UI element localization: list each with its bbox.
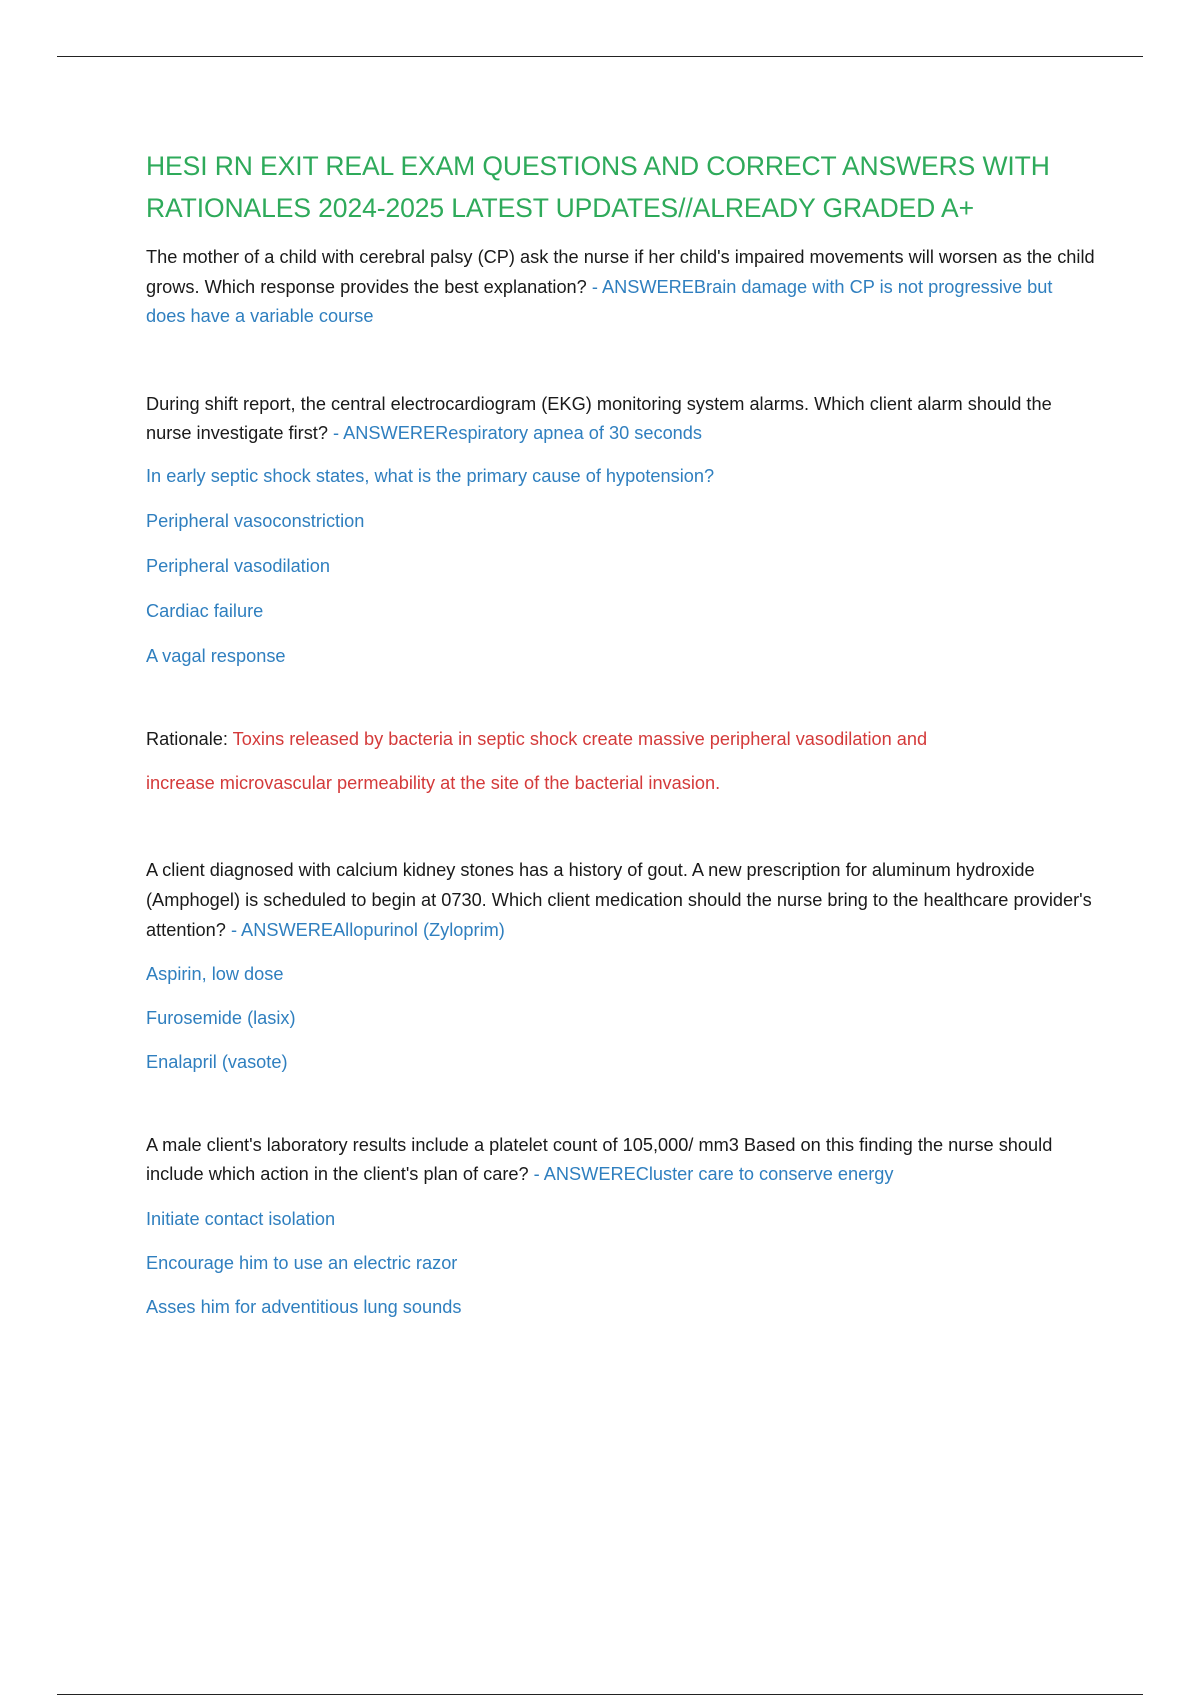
option-item: Asses him for adventitious lung sounds bbox=[146, 1296, 462, 1317]
option-item: Peripheral vasoconstriction bbox=[146, 510, 365, 531]
question-4-text: A client diagnosed with calcium kidney stones has a history of gout. A new prescription for aluminum hydroxide (Amphogel) is scheduled to begin at 0730. Which client medication should the nurse bring to the healthcare provider's attention? bbox=[146, 859, 1092, 940]
question-2-text: During shift report, the central electrocardiogram (EKG) monitoring system alarms. Which client alarm should the nurse investigate first? bbox=[146, 393, 1052, 443]
question-2 bbox=[146, 390, 1096, 449]
question-2-answer: - ANSWERERespiratory apnea of 30 seconds bbox=[333, 423, 703, 443]
question-5 bbox=[146, 1131, 1096, 1190]
question-5-text: A male client's laboratory results include a platelet count of 105,000/ mm3 Based on this finding the nurse should include which action in the client's plan of care? bbox=[146, 1134, 1053, 1184]
rationale-text-line-1: Toxins released by bacteria in septic shock create massive peripheral vasodilation and bbox=[232, 728, 928, 749]
option-item: Furosemide (lasix) bbox=[146, 1007, 296, 1028]
rationale bbox=[146, 725, 1096, 755]
option-item: Aspirin, low dose bbox=[146, 963, 284, 984]
option-item: Encourage him to use an electric razor bbox=[146, 1252, 458, 1273]
option-item: Peripheral vasodilation bbox=[146, 555, 331, 576]
question-1-text: The mother of a child with cerebral palsy (CP) ask the nurse if her child's impaired movements will worsen as the child grows. Which response provides the best explanation? bbox=[146, 247, 1095, 297]
option-item: Cardiac failure bbox=[146, 600, 264, 621]
question-4-answer: - ANSWEREAllopurinol (Zyloprim) bbox=[230, 919, 505, 940]
option-item: Enalapril (vasote) bbox=[146, 1051, 288, 1072]
question-1-answer: - ANSWEREBrain damage with CP is not progressive but does have a variable course bbox=[146, 276, 1053, 326]
document-title: HESI RN EXIT REAL EXAM QUESTIONS AND CORRECT ANSWERS WITH RATIONALES 2024-2025 LATEST UPDATES//ALREADY GRADED A+ bbox=[146, 151, 1050, 223]
question-4 bbox=[146, 855, 1096, 945]
option-item: A vagal response bbox=[146, 645, 286, 666]
question-1 bbox=[146, 243, 1096, 332]
question-3-text: In early septic shock states, what is the primary cause of hypotension? bbox=[146, 465, 715, 486]
document-body bbox=[146, 145, 1096, 1320]
rationale-text-line-2: increase microvascular permeability at the site of the bacterial invasion. bbox=[146, 773, 721, 793]
rationale-label: Rationale: bbox=[146, 728, 233, 749]
bottom-rule bbox=[57, 1694, 1143, 1695]
top-rule bbox=[57, 56, 1143, 57]
option-item: Initiate contact isolation bbox=[146, 1208, 336, 1229]
question-5-answer: - ANSWERECluster care to conserve energy bbox=[533, 1164, 894, 1184]
